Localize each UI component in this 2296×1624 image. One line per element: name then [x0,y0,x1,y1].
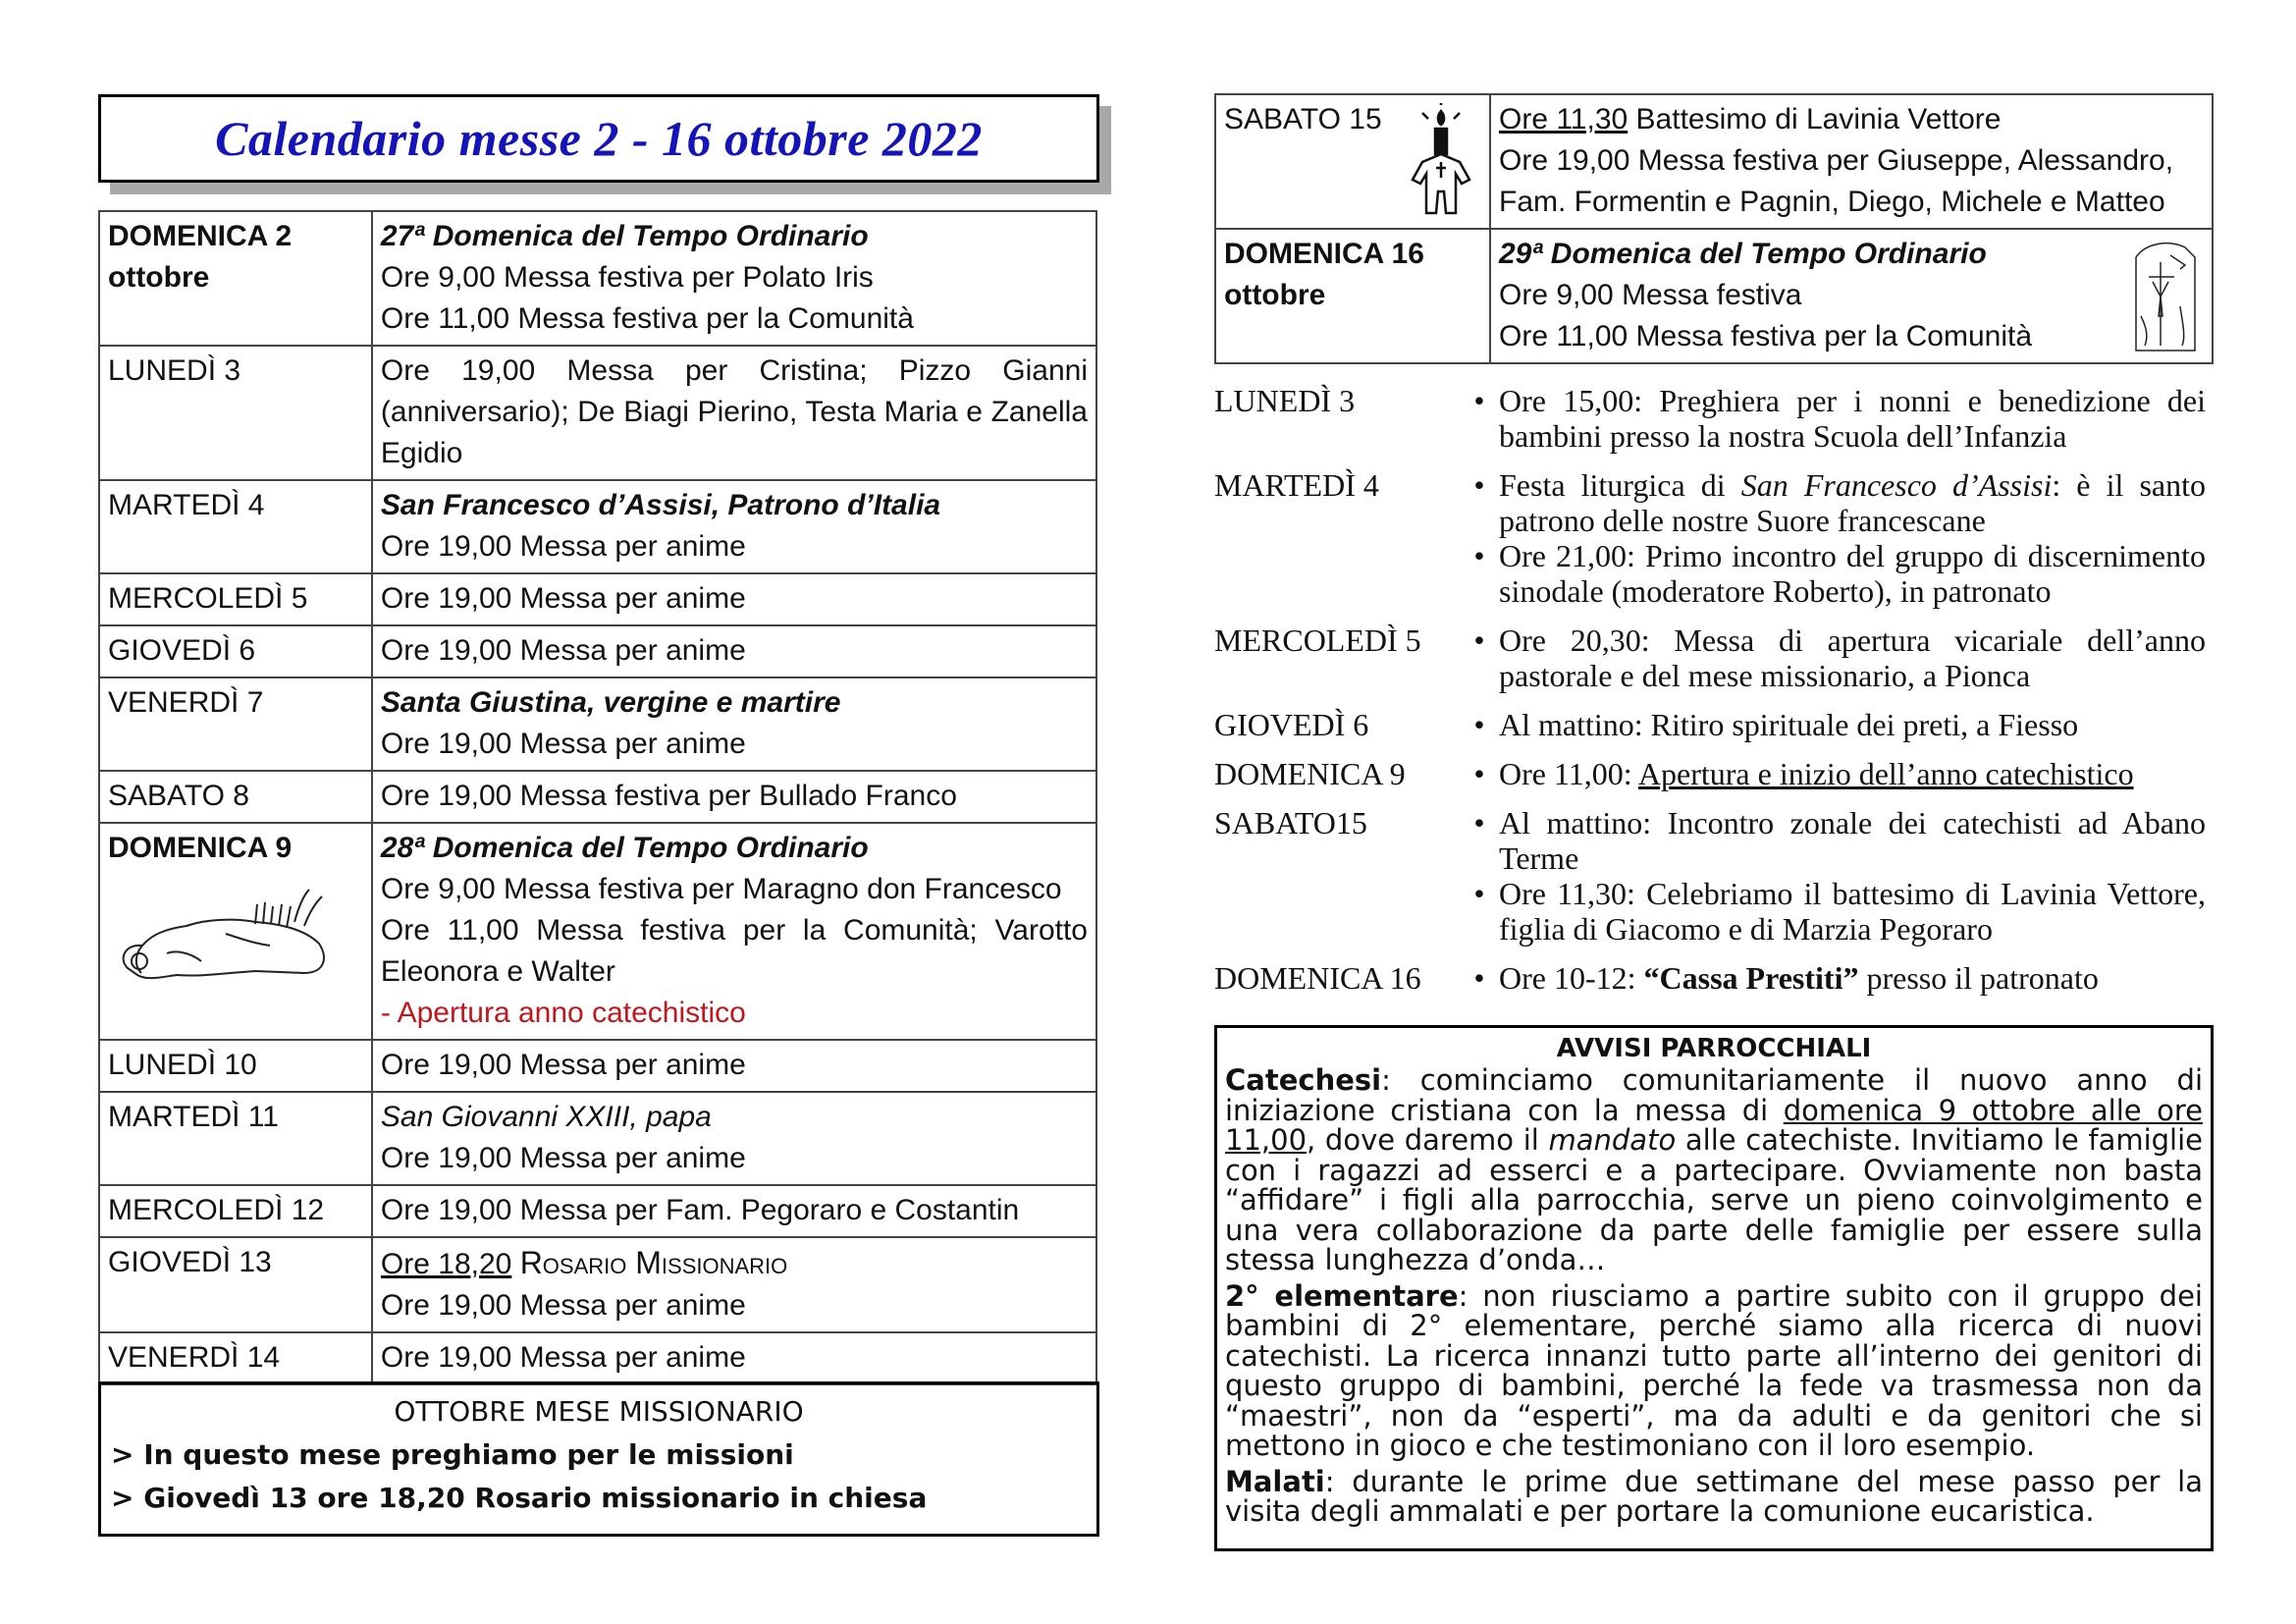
mission-line: > In questo mese preghiamo per le missioni [111,1438,794,1471]
notices-title: AVVISI PARROCCHIALI [1556,1034,1872,1063]
notice-label: Malati [1225,1464,1325,1498]
event-cell [372,1185,1096,1237]
event-cell [372,573,1096,625]
table-row [99,677,1096,771]
notice-malati [1225,1464,2203,1528]
day-cell [1215,94,1490,229]
bullet-icon: • [1473,467,1485,503]
notice-text: , dove daremo il [1307,1123,1539,1157]
event-text [1499,467,2214,538]
event-cell [372,211,1096,346]
rosary-title: Rosario Missionario [519,1245,788,1280]
mass-line: Ore 19,00 Messa festiva per Bullado Franco [380,780,957,812]
rosary-line [381,1242,1088,1285]
list-item [1214,623,2214,693]
table-row [1215,229,2213,363]
table-row [1215,94,2213,229]
mass-line: Ore 19,00 Messa per Cristina; Pizzo Gianni (anniversario); De Biagi Pierino, Testa Maria e Zanella Egidio [380,354,1088,469]
mass-line: Ore 19,00 Messa per anime [380,634,746,667]
event-text: Ore 20,30: Messa di apertura vicariale dell’anno pastorale e del mese missionario, a Pionca [1499,623,2206,693]
table-row [99,823,1096,1040]
mass-line: Ore 19,00 Messa per anime [380,728,746,760]
notice-text: : cominciamo comunitariamente il nuovo anno di iniziazione cristiana con la messa di [1225,1063,2203,1127]
event-day: MARTEDÌ 4 [1214,467,1379,503]
day-cell: GIOVEDÌ 6 [99,625,372,677]
mass-line: Ore 9,00 Messa festiva per Polato Iris [380,261,874,294]
event-text-part: : è il santo patrono delle nostre Suore francescane [1499,467,2207,538]
event-day: SABATO15 [1214,805,1367,840]
calendar-table-left [98,210,1097,1385]
list-item [1214,383,2214,454]
event-day: MERCOLEDÌ 5 [1214,623,1421,658]
calendar-table-right [1214,93,2214,364]
day-cell: LUNEDÌ 10 [99,1040,372,1092]
event-text: Ore 21,00: Primo incontro del gruppo di discernimento sinodale (moderatore Roberto), in patronato [1499,538,2206,609]
event-cell [1490,94,2213,229]
event-cell [372,823,1096,1040]
event-text-underlined: Apertura e inizio dell’anno catechistico [1637,756,2134,791]
liturgy-title: Santa Giustina, vergine e martire [380,686,841,719]
table-row [99,771,1096,823]
baptism-time: Ore 11,30 [1499,103,1629,135]
notice-text: alle catechiste. Invitiamo le famiglie con i ragazzi ad esserci e a partecipare. Ovviamente non basta “affidare” i figli alla parrocchia, serve un pieno coinvolgimento e una vera collaborazione da parte delle famiglie per essere sulla stessa lunghezza d’onda… [1225,1123,2204,1276]
event-cell [372,480,1096,573]
list-item [1214,805,2214,947]
table-row [99,1332,1096,1384]
day-cell: LUNEDÌ 3 [99,346,372,480]
mass-line: Ore 19,00 Messa per anime [380,582,746,615]
event-day: DOMENICA 9 [1214,756,1406,791]
bullet-icon: • [1473,383,1485,418]
prostrate-figure-icon [108,875,353,1002]
baptism-text: Battesimo di Lavinia Vettore [1635,103,2002,135]
mass-line: Ore 11,00 Messa festiva per la Comunità; Varotto Eleonora e Walter [380,914,1088,988]
day-cell: DOMENICA 2 ottobre [99,211,372,346]
mass-line: Ore 19,00 Messa per anime [380,1289,746,1322]
saint-name: San Francesco d’Assisi [1740,467,2053,503]
event-day: GIOVEDÌ 6 [1214,707,1369,742]
day-cell: MARTEDÌ 4 [99,480,372,573]
mass-line: Ore 19,00 Messa per anime [380,1142,746,1174]
bullet-icon: • [1473,756,1485,791]
title-box [98,94,1099,183]
notice-label: Catechesi [1225,1063,1382,1097]
day-cell: MERCOLEDÌ 12 [99,1185,372,1237]
table-row [99,1040,1096,1092]
event-cell [372,625,1096,677]
event-day: DOMENICA 16 [1214,960,1421,996]
event-text: Ore 11,30: Celebriamo il battesimo di Lavinia Vettore, figlia di Giacomo e di Marzia Pegoraro [1499,876,2206,947]
notice-label: 2° elementare [1225,1278,1459,1313]
table-row [99,573,1096,625]
table-row [99,211,1096,346]
event-text-bold: “Cassa Prestiti” [1643,960,1859,996]
event-cell [372,1040,1096,1092]
day-cell: GIOVEDÌ 13 [99,1237,372,1332]
mass-line: Ore 11,00 Messa festiva per la Comunità [1499,320,2033,352]
event-text-part: presso il patronato [1866,960,2099,996]
notice-text: : non riusciamo a partire subito con il gruppo dei bambini di 2° elementare, perché siamo alla ricerca di nuovi catechisti. La ricerca innanzi tutto parte all’interno dei genitori di questo gruppo di bambini, perché la fede va trasmessa non da “maestri”, non da “esperti”, ma da adulti e da genitori che si mettono in gioco e che testimoniano con il loro esempio. [1225,1278,2203,1462]
mission-box-title: OTTOBRE MESE MISSIONARIO [394,1395,804,1428]
mass-line: Ore 19,00 Messa per Fam. Pegoraro e Costantin [380,1194,1020,1226]
event-cell [372,1332,1096,1384]
event-text: Ore 15,00: Preghiera per i nonni e benedizione dei bambini presso la nostra Scuola dell’Infanzia [1499,383,2206,454]
day-cell: MARTEDÌ 11 [99,1092,372,1185]
bullet-icon: • [1473,707,1485,742]
day-cell: VENERDÌ 7 [99,677,372,771]
event-text [1499,960,2214,996]
mission-line: > Giovedì 13 ore 18,20 Rosario missionario in chiesa [111,1482,928,1514]
event-text: Al mattino: Ritiro spirituale dei preti, a Fiesso [1499,707,2079,742]
table-row [99,1237,1096,1332]
notice-italic: mandato [1548,1123,1677,1157]
table-row [99,1092,1096,1185]
bullet-icon: • [1473,623,1485,658]
mission-month-box [98,1381,1099,1537]
day-cell: SABATO 8 [99,771,372,823]
weekly-events-list [1214,383,2214,1009]
liturgy-title: 28ª Domenica del Tempo Ordinario [380,832,869,864]
mass-line: Ore 9,00 Messa festiva per Maragno don Francesco [380,873,1062,905]
mass-line: Ore 19,00 Messa per anime [380,1341,746,1374]
event-text-part: Festa liturgica di [1499,467,1726,503]
mass-line: Ore 11,00 Messa festiva per la Comunità [380,302,914,335]
liturgy-title: 27ª Domenica del Tempo Ordinario [380,220,869,252]
event-cell [372,771,1096,823]
mass-line: Ore 19,00 Messa per anime [380,530,746,563]
notice-catechesi [1225,1065,2203,1275]
table-row [99,625,1096,677]
notice-date: domenica 9 ottobre alle ore 11,00 [1225,1093,2204,1157]
list-item [1214,707,2214,742]
list-item [1214,467,2214,609]
baptism-candle-icon [1407,103,1475,221]
table-row [99,480,1096,573]
day-cell: DOMENICA 16 ottobre [1215,229,1490,363]
bullet-icon: • [1473,960,1485,996]
bullet-icon: • [1473,538,1485,573]
mass-line: Ore 19,00 Messa per anime [380,1049,746,1081]
event-day: LUNEDÌ 3 [1214,383,1356,418]
page-title: Calendario messe 2 - 16 ottobre 2022 [215,111,983,166]
liturgy-title: San Francesco d’Assisi, Patrono d’Italia [380,489,941,521]
day-label: SABATO 15 [1224,103,1382,135]
event-cell [372,677,1096,771]
list-item [1214,756,2214,791]
mass-line: Ore 9,00 Messa festiva [1499,279,1802,311]
parish-notices-box [1214,1025,2214,1551]
day-label: DOMENICA 9 [108,832,293,864]
event-cell [372,1092,1096,1185]
notice-text: : durante le prime due settimane del mese passo per la visita degli ammalati e per portare la comunione eucaristica. [1225,1464,2203,1528]
notice-elementare [1225,1278,2203,1462]
table-row [99,1185,1096,1237]
mass-line: Ore 19,00 Messa festiva per Giuseppe, Alessandro, Fam. Formentin e Pagnin, Diego, Michele e Matteo [1499,144,2174,218]
crucifix-icon [2131,238,2200,355]
liturgy-title: San Giovanni XXIII, papa [380,1101,712,1133]
event-text-part: Ore 10-12: [1499,960,1636,996]
bullet-icon: • [1473,876,1485,911]
event-text-part: Ore 11,00: [1499,756,1632,791]
day-cell: MERCOLEDÌ 5 [99,573,372,625]
event-cell [1490,229,2213,363]
baptism-line [1499,99,2204,140]
list-item [1214,960,2214,996]
day-cell: VENERDÌ 14 [99,1332,372,1384]
event-text [1499,756,2214,791]
day-cell [99,823,372,1040]
event-cell [372,346,1096,480]
table-row [99,346,1096,480]
rosary-time: Ore 18,20 [380,1248,512,1280]
catechism-opening-note: - Apertura anno catechistico [380,997,746,1029]
liturgy-title: 29ª Domenica del Tempo Ordinario [1499,238,1987,270]
bullet-icon: • [1473,805,1485,840]
event-text: Al mattino: Incontro zonale dei catechisti ad Abano Terme [1499,805,2206,876]
event-cell [372,1237,1096,1332]
